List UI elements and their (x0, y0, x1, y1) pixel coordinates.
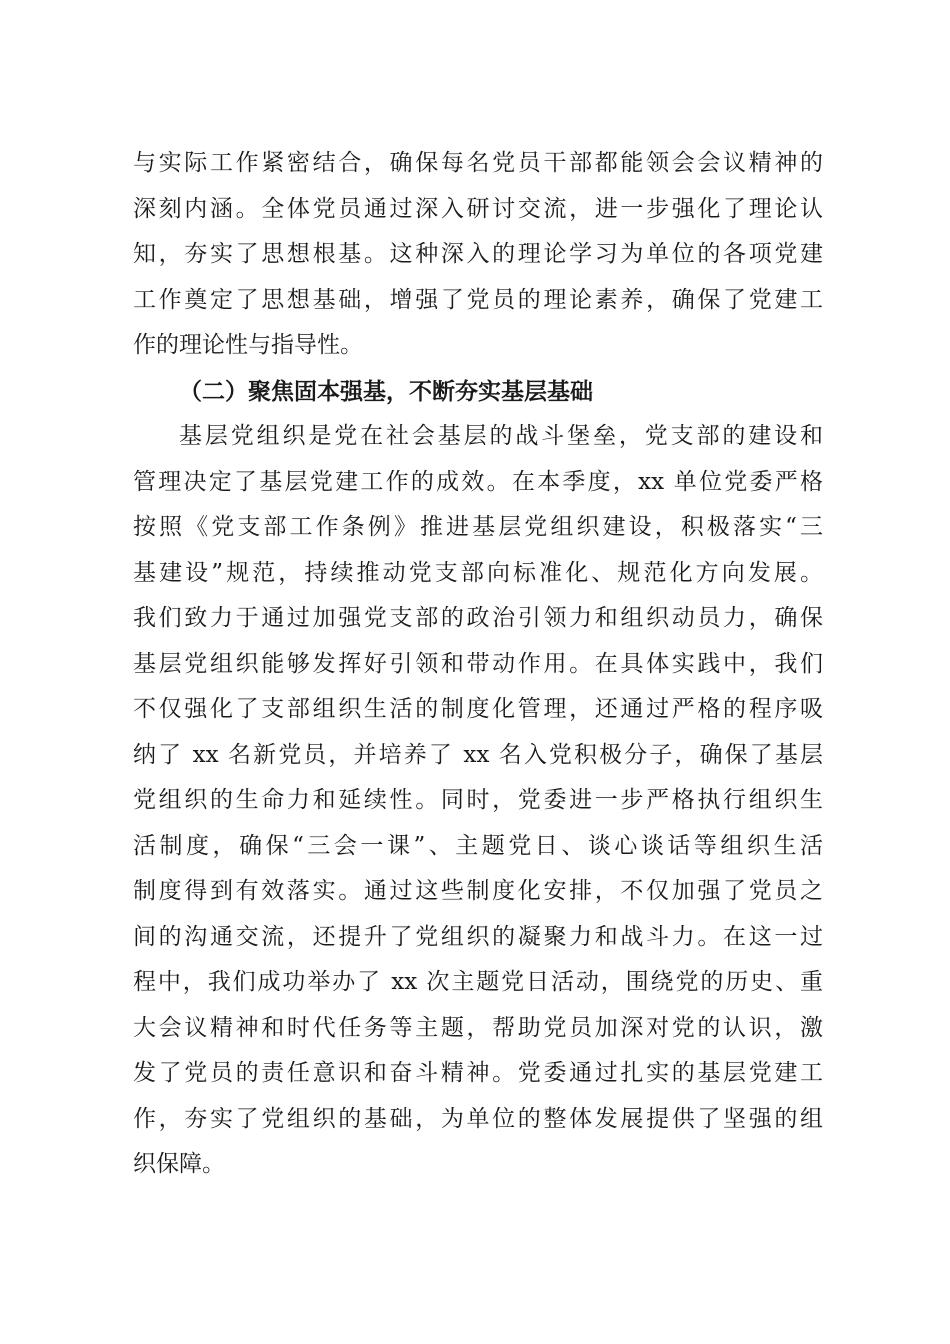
paragraph-line: 管理决定了基层党建工作的成效。在本季度，xx 单位党委严格 (133, 468, 823, 495)
paragraph-line: 作，夯实了党组织的基础，为单位的整体发展提供了坚强的组 (133, 1105, 823, 1132)
paragraph-line: 按照《党支部工作条例》推进基层党组织建设，积极落实“三 (133, 514, 823, 540)
paragraph-line: 基层党组织是党在社会基层的战斗堡垒，党支部的建设和 (179, 423, 823, 449)
paragraph-line: 知，夯实了思想根基。这种深入的理论学习为单位的各项党建 (133, 241, 823, 267)
paragraph-continued (133, 141, 823, 369)
paragraph-line: 活制度，确保“三会一课”、主题党日、谈心谈话等组织生活 (133, 832, 823, 859)
paragraph-line: 织保障。 (133, 1151, 225, 1177)
paragraph-line: 程中，我们成功举办了 xx 次主题党日活动，围绕党的历史、重 (133, 969, 823, 995)
paragraph-line: 工作奠定了思想基础，增强了党员的理论素养，确保了党建工 (133, 286, 823, 313)
paragraph-line: 纳了 xx 名新党员，并培养了 xx 名入党积极分子，确保了基层 (133, 741, 823, 768)
paragraph-line: 党组织的生命力和延续性。同时，党委进一步严格执行组织生 (133, 787, 823, 813)
section-heading: （二）聚焦固本强基，不断夯实基层基础 (179, 377, 593, 405)
body-text (133, 141, 823, 1188)
paragraph-line: 制度得到有效落实。通过这些制度化安排，不仅加强了党员之 (133, 878, 823, 904)
paragraph-basic-organization (133, 414, 823, 1188)
paragraph-line: 我们致力于通过加强党支部的政治引领力和组织动员力，确保 (133, 605, 823, 631)
paragraph-line: 发了党员的责任意识和奋斗精神。党委通过扎实的基层党建工 (133, 1060, 823, 1086)
paragraph-line: 作的理论性与指导性。 (133, 332, 363, 358)
paragraph-line: 与实际工作紧密结合，确保每名党员干部都能领会会议精神的 (133, 150, 823, 176)
paragraph-line: 大会议精神和时代任务等主题，帮助党员加深对党的认识，激 (133, 1014, 823, 1041)
paragraph-line: 深刻内涵。全体党员通过深入研讨交流，进一步强化了理论认 (133, 195, 823, 222)
paragraph-line: 基建设”规范，持续推动党支部向标准化、规范化方向发展。 (133, 559, 823, 586)
paragraph-line: 间的沟通交流，还提升了党组织的凝聚力和战斗力。在这一过 (133, 923, 823, 950)
paragraph-line: 基层党组织能够发挥好引领和带动作用。在具体实践中，我们 (133, 650, 823, 677)
paragraph-line: 不仅强化了支部组织生活的制度化管理，还通过严格的程序吸 (133, 696, 823, 722)
